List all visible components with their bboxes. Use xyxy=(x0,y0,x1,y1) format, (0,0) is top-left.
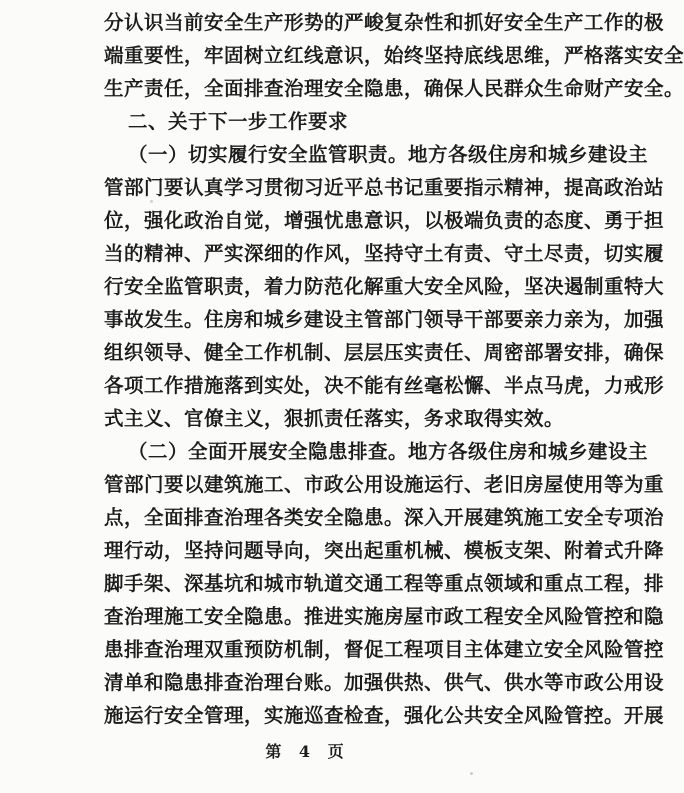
text-line-17: 理行动，坚持问题导向，突出起重机械、模板支架、附着式升降 xyxy=(104,539,665,562)
text-line-15: 管部门要以建筑施工、市政公用设施运行、老旧房屋使用等为重 xyxy=(104,473,665,496)
text-line-13: 式主义、官僚主义，狠抓责任落实，务求取得实效。 xyxy=(104,407,565,430)
text-line-21: 清单和隐患排查治理台账。加强供热、供气、供水等市政公用设 xyxy=(104,671,665,694)
scan-speck xyxy=(595,505,598,508)
text-line-22: 施运行安全管理，实施巡查检查，强化公共安全风险管控。开展 xyxy=(104,704,665,727)
scan-speck xyxy=(470,772,473,775)
text-line-7: 位，强化政治自觉，增强忧患意识，以极端负责的态度、勇于担 xyxy=(104,209,665,232)
subsection-2-first-line: （二）全面开展安全隐患排查。地方各级住房和城乡建设主 xyxy=(128,440,649,463)
section-heading: 二、关于下一步工作要求 xyxy=(128,110,349,133)
text-line-19: 查治理施工安全隐患。推进实施房屋市政工程安全风险管控和隐 xyxy=(104,605,665,628)
scan-speck xyxy=(150,200,153,203)
text-line-20: 患排查治理双重预防机制，督促工程项目主体建立安全风险管控 xyxy=(104,638,665,661)
page-number: 第 4 页 xyxy=(265,742,350,761)
text-line-16: 点，全面排查治理各类安全隐患。深入开展建筑施工安全专项治 xyxy=(104,506,665,529)
text-line-6: 管部门要认真学习贯彻习近平总书记重要指示精神，提高政治站 xyxy=(104,176,665,199)
text-line-2: 端重要性，牢固树立红线意识，始终坚持底线思维，严格落实安全 xyxy=(104,44,684,67)
text-line-18: 脚手架、深基坑和城市轨道交通工程等重点领域和重点工程，排 xyxy=(104,572,665,595)
text-line-9: 行安全监管职责，着力防范化解重大安全风险，坚决遏制重特大 xyxy=(104,275,665,298)
text-line-8: 当的精神、严实深细的作风，坚持守土有责、守土尽责，切实履 xyxy=(104,242,665,265)
text-line-3: 生产责任，全面排查治理安全隐患，确保人民群众生命财产安全。 xyxy=(104,77,684,100)
subsection-1-first-line: （一）切实履行安全监管职责。地方各级住房和城乡建设主 xyxy=(128,143,649,166)
text-line-11: 组织领导、健全工作机制、层层压实责任、周密部署安排，确保 xyxy=(104,341,665,364)
text-line-1: 分认识当前安全生产形势的严峻复杂性和抓好安全生产工作的极 xyxy=(104,11,665,34)
text-line-10: 事故发生。住房和城乡建设主管部门领导干部要亲力亲为，加强 xyxy=(104,308,665,331)
text-line-12: 各项工作措施落到实处，决不能有丝毫松懈、半点马虎，力戒形 xyxy=(104,374,665,397)
